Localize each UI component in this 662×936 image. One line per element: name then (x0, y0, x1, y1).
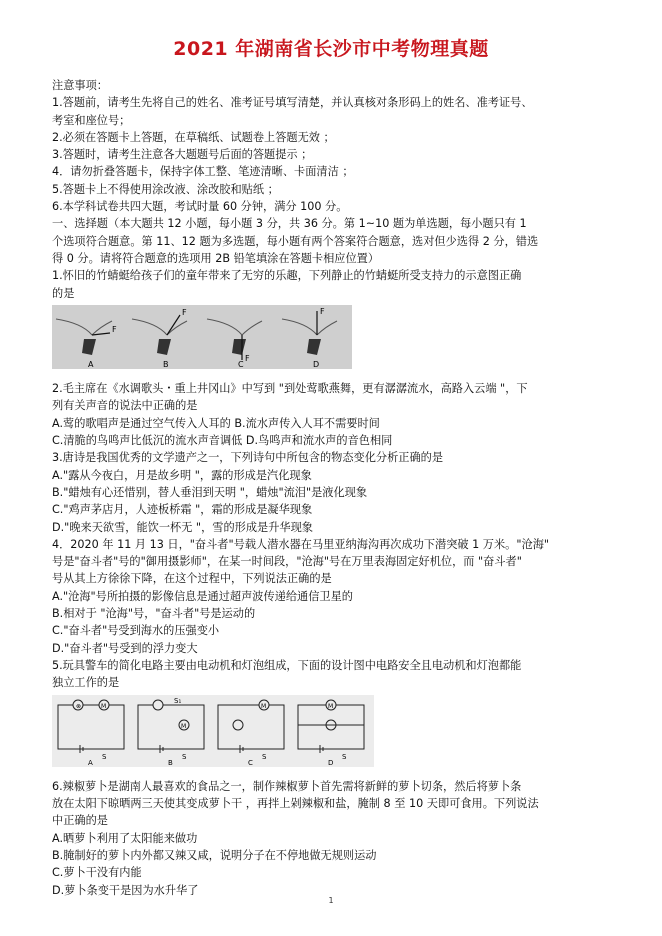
question-stem: 4．2020 年 11 月 13 日，"奋斗者"号载人潜水器在马里亚纳海沟再次成功下潜突破 1 万米。"沧海" (52, 537, 550, 551)
answer-option: A.莺的歌唱声是通过空气传入人耳的 B.流水声传入人耳不需要时间 (52, 416, 380, 430)
question-stem: 号从其上方徐徐下降，在这个过程中，下列说法正确的是 (52, 572, 332, 586)
question-3 (52, 449, 632, 535)
figure-background (52, 305, 352, 369)
text-line: 得 0 分。请将符合题意的选项用 2B 铅笔填涂在答题卡相应位置） (52, 251, 380, 265)
question-1 (52, 267, 632, 374)
lamp-symbol: ⊗ (76, 702, 82, 710)
question-stem: 中正确的是 (52, 814, 108, 828)
text-line: 一、选择题（本大题共 12 小题，每小题 3 分，共 36 分。第 1~10 题为单选题，每小题只有 1 (52, 217, 527, 231)
question-stem: 1.怀旧的竹蜻蜓给孩子们的童年带来了无穷的乐趣，下列静止的竹蜻蜓所受支持力的示意图正确 (52, 269, 522, 283)
answer-option: A.晒萝卜利用了太阳能来做功 (52, 831, 198, 845)
exam-body (52, 77, 632, 899)
force-label: F (112, 324, 117, 334)
text-line: 3.答题时，请考生注意各大题题号后面的答题提示 ； (52, 148, 313, 162)
lamp-icon (233, 720, 243, 730)
answer-option: B."蜡烛有心还惜别，替人垂泪到天明 "，蜡烛"流泪"是液化现象 (52, 485, 368, 499)
switch-label: S₁ (174, 696, 182, 705)
switch-label: S (102, 752, 107, 761)
question-stem: 3.唐诗是我国优秀的文学遗产之一，下列诗句中所包含的物态变化分析正确的是 (52, 451, 444, 465)
option-label: C (238, 359, 244, 369)
answer-option: D.萝卜条变干是因为水升华了 (52, 883, 199, 897)
answer-option: B.相对于 "沧海"号，"奋斗者"号是运动的 (52, 607, 256, 621)
page-title: 2021 年湖南省长沙市中考物理真题 (173, 38, 489, 60)
notes-section (52, 77, 632, 267)
answer-option: B.腌制好的萝卜内外都又辣又咸，说明分子在不停地做无规则运动 (52, 848, 377, 862)
text-line: 5.答题卡上不得使用涂改液、涂改胶和贴纸 ； (52, 182, 279, 196)
text-line: 2.必须在答题卡上答题，在草稿纸、试题卷上答题无效 ； (52, 130, 335, 144)
dragonfly-figure (52, 305, 632, 374)
answer-option: C.清脆的鸟鸣声比低沉的流水声音调低 D.鸟鸣声和流水声的音色相同 (52, 434, 393, 448)
text-line: 个选项符合题意。第 11、12 题为多选题，每小题有两个答案符合题意，选对但少选得 2 分，错选 (52, 234, 539, 248)
force-label: F (320, 306, 325, 316)
question-stem: 6.辣椒萝卜是湖南人最喜欢的食品之一，制作辣椒萝卜首先需将新鲜的萝卜切条，然后将萝卜条 (52, 779, 522, 793)
option-label: D (313, 359, 320, 369)
force-label: F (182, 307, 187, 317)
option-label: B (163, 359, 169, 369)
answer-option: A."沧海"号所拍摄的影像信息是通过超声波传递给通信卫星的 (52, 589, 353, 603)
option-label: A (88, 359, 94, 369)
answer-option: D."晚来天欲雪，能饮一杯无 "，雪的形成是升华现象 (52, 520, 313, 534)
switch-label: S (182, 752, 187, 761)
motor-label: M (101, 702, 107, 710)
text-line: 考室和座位号； (52, 113, 131, 127)
text-line: 6.本学科试卷共四大题，考试时量 60 分钟，满分 100 分。 (52, 200, 348, 214)
question-stem: 5.玩具警车的简化电路主要由电动机和灯泡组成，下面的设计图中电路安全且电动机和灯泡都能 (52, 658, 522, 672)
dragonfly-diagram (52, 305, 352, 369)
option-label: B (168, 758, 173, 767)
circuit-diagrams (52, 695, 374, 767)
force-label: F (245, 353, 250, 363)
answer-option: C.萝卜干没有内能 (52, 866, 142, 880)
motor-label: M (181, 722, 187, 730)
answer-option: C."鸡声茅店月，人迹板桥霜 "，霜的形成是凝华现象 (52, 503, 313, 517)
text-line: 1.答题前，请考生先将自己的姓名、准考证号填写清楚，并认真核对条形码上的姓名、准考证号、 (52, 96, 533, 110)
question-4 (52, 536, 632, 657)
option-label: C (248, 758, 253, 767)
answer-option: A."露从今夜白，月是故乡明 "，露的形成是汽化现象 (52, 468, 312, 482)
page-number: 1 (328, 896, 334, 905)
switch-label: S (262, 752, 267, 761)
answer-option: D."奋斗者"号受到的浮力变大 (52, 641, 198, 655)
question-5 (52, 657, 632, 772)
motor-label: M (328, 702, 334, 710)
question-2 (52, 380, 632, 449)
question-stem: 独立工作的是 (52, 676, 120, 690)
text-line: 注意事项： (52, 79, 108, 92)
question-stem: 的是 (52, 286, 75, 300)
question-6 (52, 778, 632, 899)
option-label: A (88, 758, 93, 767)
question-stem: 号是"奋斗者"号的"御用摄影师"，在某一时间段，"沧海"号在万里表海固定好机位，而 "奋斗者" (52, 555, 522, 569)
motor-label: M (261, 702, 267, 710)
question-stem: 2.毛主席在《水调歌头・重上井冈山》中写到 "到处莺歌燕舞，更有潺潺流水，高路入云端 "，下 (52, 382, 528, 396)
circuit-figure (52, 695, 632, 772)
answer-option: C."奋斗者"号受到海水的压强变小 (52, 624, 220, 638)
option-label: D (328, 758, 334, 767)
text-line: 4．请勿折叠答题卡，保持字体工整、笔迹清晰、卡面清洁 ； (52, 165, 354, 179)
question-stem: 放在太阳下晾晒两三天使其变成萝卜干 ，再拌上剁辣椒和盐，腌制 8 至 10 天即可食用。下列说法 (52, 797, 539, 811)
lamp-icon (153, 700, 163, 710)
switch-label: S (342, 752, 347, 761)
question-stem: 列有关声音的说法中正确的是 (52, 399, 198, 413)
